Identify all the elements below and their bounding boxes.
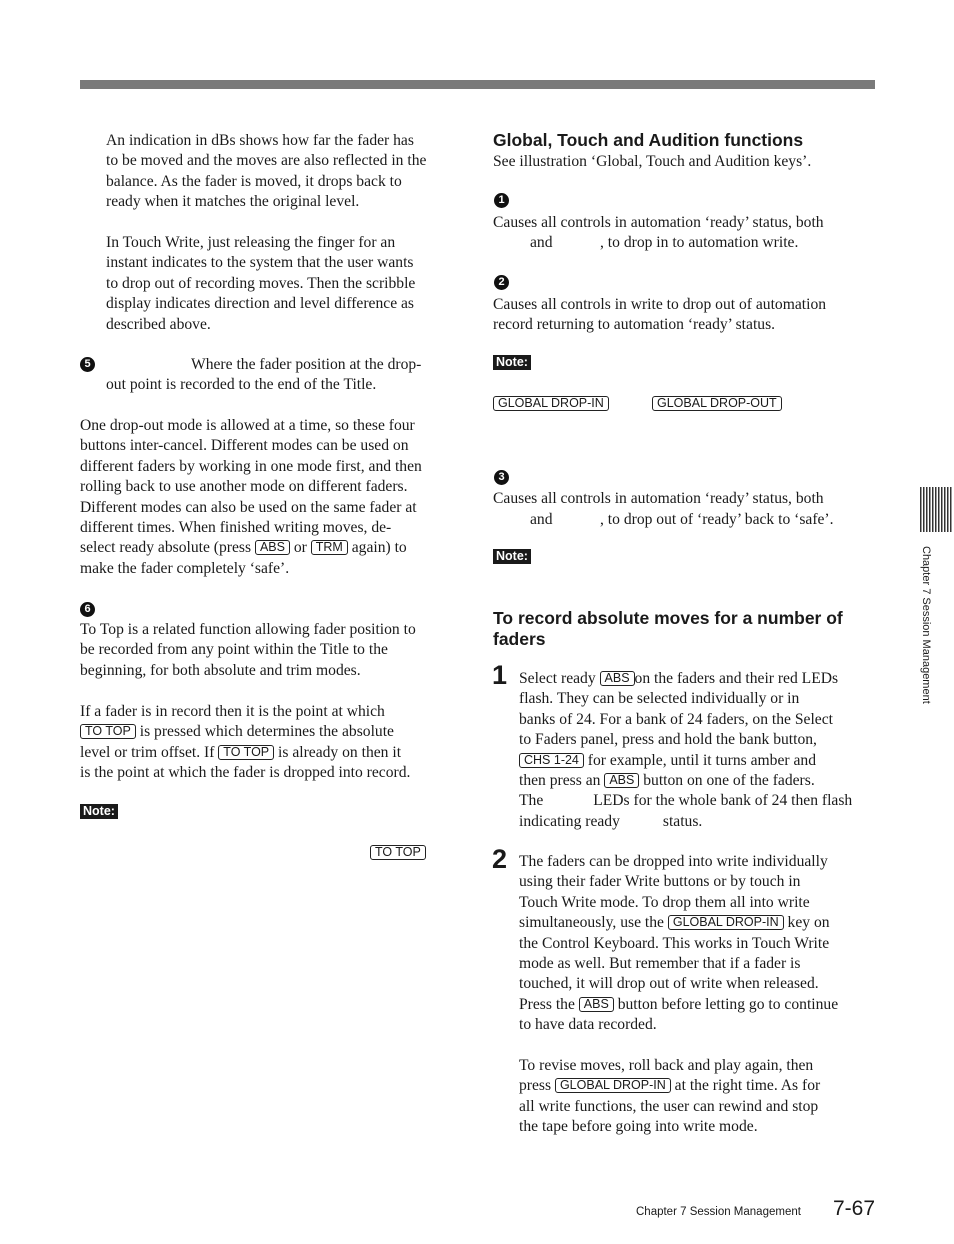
circled-number-1: 1 xyxy=(494,193,509,208)
to-top-paragraph: To Top is a related function allowing fader position to be recorded from any point within the Title to the beginning, for both absolute and trim modes. xyxy=(80,621,416,679)
item-3-line-2b: , to drop out of ‘ready’ back to ‘safe’. xyxy=(600,511,834,528)
global-drop-in-key: GLOBAL DROP-IN xyxy=(668,915,784,930)
step-number-2: 2 xyxy=(492,844,508,874)
section-heading-absolute-moves: To record absolute moves for a number of faders xyxy=(493,608,843,649)
circled-number-6: 6 xyxy=(80,602,95,617)
note-label: Note: xyxy=(80,804,118,819)
abs-key: ABS xyxy=(604,773,639,788)
chapter-tab-stripes xyxy=(920,487,953,532)
chapter-side-tab: Chapter 7 Session Management xyxy=(920,546,932,704)
header-rule xyxy=(80,80,875,89)
to-top-key: TO TOP xyxy=(80,724,136,739)
item-5-line-1: Where the fader position at the drop- xyxy=(191,356,422,373)
global-drop-out-key: GLOBAL DROP-OUT xyxy=(652,396,782,411)
abs-key: ABS xyxy=(255,540,290,555)
page-number: 7-67 xyxy=(833,1197,876,1220)
note-label: Note: xyxy=(493,355,531,370)
fader-indication-paragraph: An indication in dBs shows how far the fader has to be moved and the moves are also reflected in the balance. As the fader is moved, it drops back to ready when it matches the original level. xyxy=(106,132,427,211)
chs-1-24-key: CHS 1-24 xyxy=(519,753,584,768)
note-to-top-key-wrap xyxy=(370,843,426,863)
item-3-line-1: Causes all controls in automation ‘ready’ status, both xyxy=(493,490,824,507)
see-illustration-line: See illustration ‘Global, Touch and Audition keys’. xyxy=(493,153,812,170)
circled-number-5: 5 xyxy=(80,357,95,372)
drop-out-mode-paragraph: One drop-out mode is allowed at a time, so these four buttons inter-cancel. Different modes can be used on different faders by working in one mode first, and then rolling back to use another mode on different faders. Different modes can also be used on the same fader at different times. When finished writing moves, de- select ready absolute (press ABS or TRM again) to make the fader completely ‘safe’. xyxy=(80,417,422,577)
note-label: Note: xyxy=(493,549,531,564)
trm-key: TRM xyxy=(311,540,348,555)
global-drop-in-key: GLOBAL DROP-IN xyxy=(493,396,609,411)
item-3-line-2a: and xyxy=(530,511,553,528)
note-global-drop-in-key-wrap xyxy=(493,394,609,414)
item-1-line-1: Causes all controls in automation ‘ready’ status, both xyxy=(493,214,824,231)
circled-number-2: 2 xyxy=(494,275,509,290)
step-1-text: Select ready ABS on the faders and their red LEDs flash. They can be selected individually or in banks of 24. For a bank of 24 faders, on the Select to Faders panel, press and hold the bank button, CHS 1-24 for example, until it turns amber and then press an ABS button on one of the faders. The LEDs for the whole bank of 24 then flash indicating ready status. xyxy=(519,670,853,830)
section-heading-global: Global, Touch and Audition functions xyxy=(493,130,804,150)
to-top-key: TO TOP xyxy=(218,745,274,760)
item-1-line-2b: , to drop in to automation write. xyxy=(600,234,799,251)
abs-key: ABS xyxy=(579,997,614,1012)
fader-record-paragraph: If a fader is in record then it is the point at which TO TOP is pressed which determines the absolute level or trim offset. If TO TOP is already on then it is the point at which the fader is dropped into record. xyxy=(80,703,411,782)
item-2-text: Causes all controls in write to drop out of automation record returning to automation ‘ready’ status. xyxy=(493,296,827,334)
to-top-key: TO TOP xyxy=(370,845,426,860)
abs-key: ABS xyxy=(600,671,635,686)
step-number-1: 1 xyxy=(492,660,508,690)
global-drop-in-key: GLOBAL DROP-IN xyxy=(555,1078,671,1093)
circled-number-3: 3 xyxy=(494,470,509,485)
footer-chapter: Chapter 7 Session Management xyxy=(636,1206,801,1218)
note-global-drop-out-key-wrap xyxy=(652,394,782,414)
item-1-line-2a: and xyxy=(530,234,553,251)
item-5-line-2: out point is recorded to the end of the Title. xyxy=(106,376,377,393)
step-2-text: The faders can be dropped into write individually using their fader Write buttons or by touch in Touch Write mode. To drop them all into write simultaneously, use the GLOBAL DROP-IN key on the Control Keyboard. This works in Touch Write mode as well. But remember that if a fader is touched, it will drop out of write when released. Press the ABS button before letting go to continue to have data recorded. To revise moves, roll back and play again, then press GLOBAL DROP-IN at the right time. As for all write functions, the user can rewind and stop the tape before going into write mode. xyxy=(519,853,839,1136)
touch-write-paragraph: In Touch Write, just releasing the finger for an instant indicates to the system that the user wants to drop out of recording moves. Then the scribble display indicates direction and level difference as described above. xyxy=(106,234,416,333)
